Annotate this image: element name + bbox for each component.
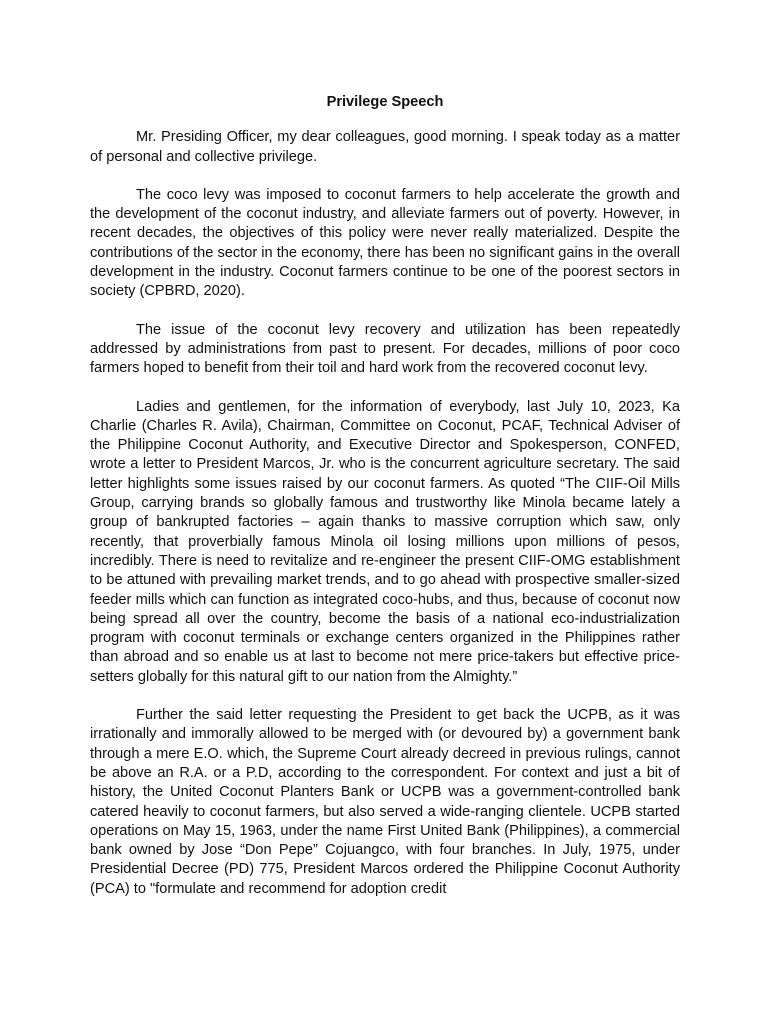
- document-title: Privilege Speech: [326, 94, 444, 110]
- paragraph-levy-recovery: The issue of the coconut levy recovery and utilization has been repeatedly addressed by administrations from past to present. For decades, millions of poor coco farmers hoped to benefit from their toil and hard work from the recovered coconut levy.: [90, 321, 680, 377]
- paragraph-letter: Ladies and gentlemen, for the information of everybody, last July 10, 2023, Ka Charlie (Charles R. Avila), Chairman, Committee on Coconut, PCAF, Technical Adviser of the Philippine Coconut Authority, and Executive Director and Spokesperson, CONFED, wrote a letter to President Marcos, Jr. who is the concurrent agriculture secretary. The said letter highlights some issues raised by our coconut farmers. As quoted “The CIIF-Oil Mills Group, carrying brands so globally famous and trustworthy like Minola became lately a group of bankrupted factories – again thanks to massive corruption which saw, only recently, that proverbially famous Minola oil losing millions upon millions of pesos, incredibly. There is need to revitalize and re-engineer the present CIIF-OMG establishment to be attuned with prevailing market trends, and to go ahead with prospective smaller-sized feeder mills which can function as integrated coco-hubs, and thus, because of coconut now being spread all over the country, become the basis of a national eco-industrialization program with coconut terminals or exchange centers organized in the Philippines rather than abroad and so enable us at last to become not mere price-takers but effective price-setters globally for this natural gift to our nation from the Almighty.”: [90, 398, 680, 685]
- paragraph-greeting: Mr. Presiding Officer, my dear colleagues, good morning. I speak today as a matter of personal and collective privilege.: [90, 129, 680, 165]
- paragraph-coco-levy: The coco levy was imposed to coconut farmers to help accelerate the growth and the development of the coconut industry, and alleviate farmers out of poverty. However, in recent decades, the objectives of this policy were never really materialized. Despite the contributions of the sector in the economy, there has been no significant gains in the overall development in the industry. Coconut farmers continue to be one of the poorest sectors in society (CPBRD, 2020).: [90, 186, 680, 300]
- paragraph-ucpb: Further the said letter requesting the President to get back the UCPB, as it was irrationally and immorally allowed to be merged with (or devoured by) a government bank through a mere E.O. which, the Supreme Court already decreed in previous rulings, cannot be above an R.A. or a P.D, according to the correspondent. For context and just a bit of history, the United Coconut Planters Bank or UCPB was a government-controlled bank catered heavily to coconut farmers, but also served a wide-ranging clientele. UCPB started operations on May 15, 1963, under the name First United Bank (Philippines), a commercial bank owned by Jose “Don Pepe” Cojuangco, with four branches. In July, 1975, under Presidential Decree (PD) 775, President Marcos ordered the Philippine Coconut Authority (PCA) to "formulate and recommend for adoption credit: [90, 707, 680, 897]
